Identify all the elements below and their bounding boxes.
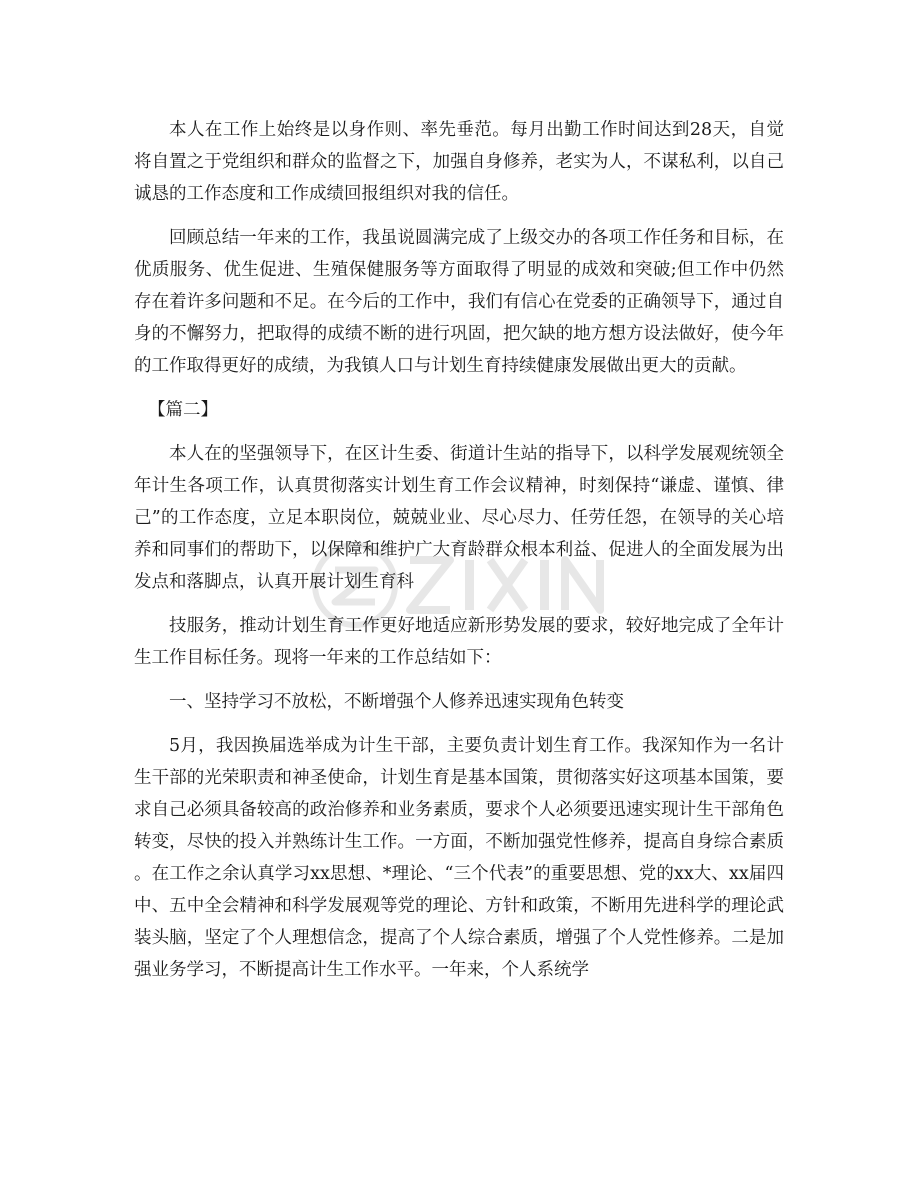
paragraph: 5月，我因换届选举成为计生干部，主要负责计划生育工作。我深知作为一名计生干部的光荣职责和神圣使命，计划生育是基本国策，贯彻落实好这项基本国策，要求自己必须具备较高的政治修养和业务素质，要求个人必须要迅速实现计生干部角色转变，尽快的投入并熟练计生工作。一方面，不断加强党性修养，提高自身综合素质。在工作之余认真学习xx思想、*理论、“三个代表”的重要思想、党的xx大、xx届四中、五中全会精神和科学发展观等党的理论、方针和政策，不断用先进科学的理论武装头脑，坚定了个人理想信念，提高了个人综合素质，增强了个人党性修养。二是加强业务学习，不断提高计生工作水平。一年来，个人系统学	[134, 736, 784, 980]
paragraph: 本人在的坚强领导下，在区计生委、街道计生站的指导下，以科学发展观统领全年计生各项工作，认真贯彻落实计划生育工作会议精神，时刻保持“谦虚、谨慎、律己”的工作态度，立足本职岗位，兢兢业业、尽心尽力、任劳任怨，在领导的关心培养和同事们的帮助下，以保障和维护广大育龄群众根本利益、促进人的全面发展为出发点和落脚点，认真开展计划生育科	[134, 444, 784, 592]
section-heading: 【篇二】	[148, 400, 218, 420]
subsection-heading: 一、坚持学习不放松，不断增强个人修养迅速实现角色转变	[169, 692, 624, 712]
paragraph: 本人在工作上始终是以身作则、率先垂范。每月出勤工作时间达到28天，自觉将自置之于党组织和群众的监督之下，加强自身修养，老实为人，不谋私利，以自己诚恳的工作态度和工作成绩回报组织对我的信任。	[134, 120, 784, 204]
paragraph: 技服务，推动计划生育工作更好地适应新形势发展的要求，较好地完成了全年计生工作目标任务。现将一年来的工作总结如下：	[134, 616, 784, 668]
document-body	[134, 114, 784, 998]
paragraph: 回顾总结一年来的工作，我虽说圆满完成了上级交办的各项工作任务和目标，在优质服务、优生促进、生殖保健服务等方面取得了明显的成效和突破;但工作中仍然存在着许多问题和不足。在今后的工作中，我们有信心在党委的正确领导下，通过自身的不懈努力，把取得的成绩不断的进行巩固，把欠缺的地方想方设法做好，使今年的工作取得更好的成绩，为我镇人口与计划生育持续健康发展做出更大的贡献。	[134, 228, 784, 376]
